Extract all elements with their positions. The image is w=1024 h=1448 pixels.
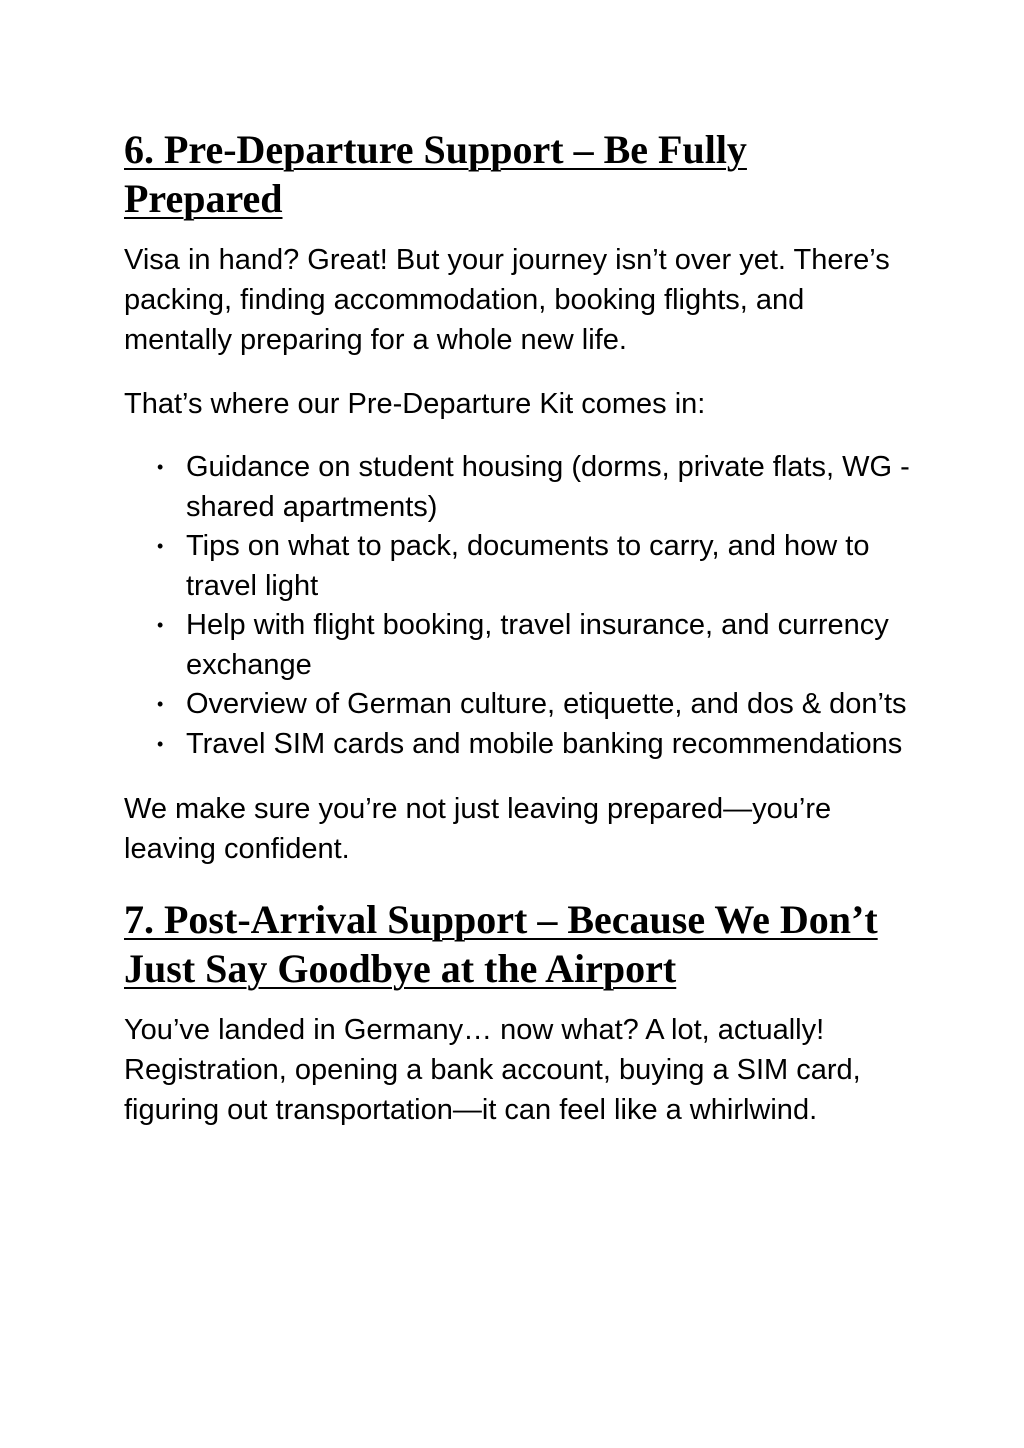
section-7-heading: 7. Post-Arrival Support – Because We Don’t Just Say Goodbye at the Airport — [124, 897, 878, 991]
list-item-text: Help with flight booking, travel insurance, and currency exchange — [186, 609, 889, 681]
list-item — [124, 725, 914, 765]
list-item-text: Overview of German culture, etiquette, and dos & don’ts — [186, 688, 907, 720]
document-page — [124, 125, 914, 1130]
bullet-icon: • — [157, 733, 164, 754]
bullet-icon: • — [157, 457, 164, 477]
section-6-intro: Visa in hand? Great! But your journey isn’t over yet. There’s packing, finding accommodation, booking flights, and mentally preparing for a whole new life. — [124, 244, 890, 356]
section-6-heading: 6. Pre-Departure Support – Be Fully Prepared — [124, 127, 747, 221]
list-item-text: Guidance on student housing (dorms, private flats, WG - shared apartments) — [186, 451, 910, 523]
section-6-kit-intro: That’s where our Pre-Departure Kit comes in: — [124, 388, 706, 420]
list-item — [124, 448, 914, 527]
section-6-closing: We make sure you’re not just leaving prepared—you’re leaving confident. — [124, 793, 832, 865]
bullet-icon: • — [157, 694, 164, 714]
list-item-text: Tips on what to pack, documents to carry, and how to travel light — [186, 530, 870, 602]
section-7-intro: You’ve landed in Germany… now what? A lot, actually! Registration, opening a bank account, buying a SIM card, figuring out transportation—it can feel like a whirlwind. — [124, 1014, 861, 1126]
list-item — [124, 685, 914, 725]
list-item — [124, 527, 914, 606]
pre-departure-kit-list — [124, 448, 914, 764]
list-item-text: Travel SIM cards and mobile banking recommendations — [186, 727, 903, 760]
list-item — [124, 606, 914, 685]
bullet-icon: • — [157, 536, 164, 556]
bullet-icon: • — [157, 615, 164, 635]
